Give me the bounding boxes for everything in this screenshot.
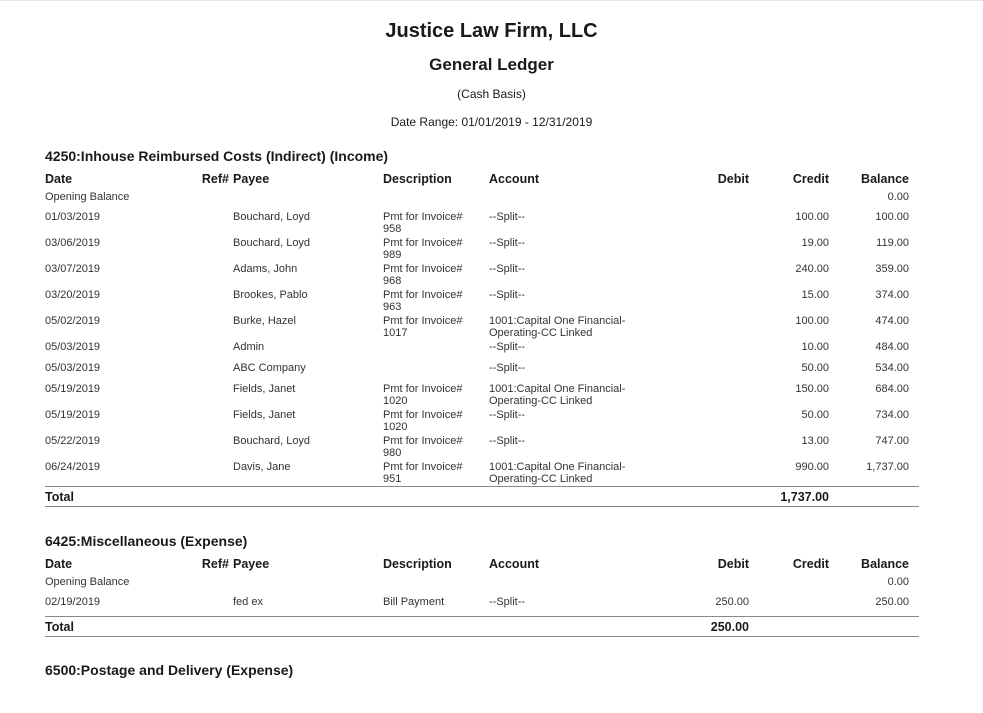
row-payee: Fields, Janet [233,409,296,421]
account-line-2: Operating-CC Linked [489,327,593,339]
row-account [489,595,649,616]
section-title: 4250:Inhouse Reimbursed Costs (Indirect) (Income) [45,148,389,164]
row-payee: Bouchard, Loyd [233,211,311,223]
opening-balance-value: 0.00 [887,576,909,588]
account-line-1: 1001:Capital One Financial- [489,383,626,395]
description-line-1: Pmt for Invoice# [383,237,463,249]
description-line-1: Pmt for Invoice# [383,289,463,301]
col-payee: Payee [233,557,270,571]
row-description [383,460,489,486]
row-account [489,288,649,314]
description-line-2: 1020 [383,421,408,433]
table-row [45,382,919,408]
opening-balance-label: Opening Balance [45,191,130,203]
row-debit [649,236,749,262]
col-date: Date [45,172,73,186]
description-line-1: Pmt for Invoice# [383,263,463,275]
description-line-1: Pmt for Invoice# [383,383,463,395]
column-header-row [45,168,919,190]
table-row [45,460,919,486]
col-credit: Credit [792,557,829,571]
column-header-row [45,553,919,575]
row-balance: 359.00 [875,263,909,275]
row-date: 05/19/2019 [45,409,101,421]
account-line-1: --Split-- [489,596,526,608]
row-ref [195,236,233,262]
row-credit: 15.00 [801,289,829,301]
ledger-section-misc [45,531,919,637]
firm-name: Justice Law Firm, LLC [385,20,598,42]
row-ref [195,288,233,314]
row-ref [195,314,233,340]
report-title: General Ledger [429,55,554,74]
row-credit: 50.00 [801,409,829,421]
account-line-1: 1001:Capital One Financial- [489,461,626,473]
col-date: Date [45,557,73,571]
row-debit [649,382,749,408]
row-description [383,262,489,288]
row-account [489,236,649,262]
row-payee: Fields, Janet [233,383,296,395]
account-line-1: --Split-- [489,289,526,301]
description-line-2: 1020 [383,395,408,407]
row-ref [195,595,233,616]
row-ref [195,361,233,382]
col-account: Account [489,557,539,571]
row-date: 01/03/2019 [45,211,101,223]
description-line-2: 951 [383,473,402,485]
opening-balance-label: Opening Balance [45,576,130,588]
row-description [383,434,489,460]
row-credit [749,595,829,616]
row-account [489,460,649,486]
table-row [45,361,919,382]
row-payee: Bouchard, Loyd [233,435,311,447]
row-debit [649,340,749,361]
row-credit: 10.00 [801,341,829,353]
row-account [489,210,649,236]
description-line-1: Bill Payment [383,596,445,608]
row-date: 03/06/2019 [45,237,101,249]
row-debit [649,460,749,486]
description-line-2: 968 [383,275,402,287]
description-line-2: 1017 [383,327,408,339]
row-ref [195,408,233,434]
ledger-rows [45,210,919,486]
row-ref [195,262,233,288]
col-description: Description [383,172,452,186]
description-line-2: 958 [383,223,402,235]
row-debit [649,408,749,434]
row-date: 03/20/2019 [45,289,101,301]
row-balance: 250.00 [875,596,909,608]
opening-balance-row [45,190,919,210]
description-line-1: Pmt for Invoice# [383,315,463,327]
col-ref: Ref# [201,557,229,571]
row-description [383,314,489,340]
row-debit [649,210,749,236]
top-border [0,0,983,1]
row-description [383,408,489,434]
table-row [45,288,919,314]
row-description [383,210,489,236]
row-credit: 100.00 [795,211,829,223]
table-row [45,408,919,434]
row-balance: 119.00 [876,237,909,249]
table-row [45,314,919,340]
account-line-1: --Split-- [489,409,526,421]
row-date: 05/22/2019 [45,435,101,447]
col-ref: Ref# [201,172,229,186]
row-balance: 484.00 [875,341,909,353]
row-description [383,236,489,262]
row-description [383,340,489,361]
total-row [45,486,919,507]
row-payee: Davis, Jane [233,461,291,473]
row-description [383,595,489,616]
row-credit: 150.00 [795,383,829,395]
description-line-2: 963 [383,301,402,313]
col-credit: Credit [792,172,829,186]
table-row [45,262,919,288]
col-debit: Debit [717,172,749,186]
row-ref [195,382,233,408]
report-basis: (Cash Basis) [457,87,526,101]
row-ref [195,460,233,486]
opening-balance-row [45,575,919,595]
row-payee: Admin [233,341,265,353]
row-date: 05/19/2019 [45,383,101,395]
row-date: 03/07/2019 [45,263,101,275]
row-payee: Brookes, Pablo [233,289,308,301]
row-credit: 13.00 [801,435,829,447]
description-line-2: 989 [383,249,402,261]
row-account [489,434,649,460]
row-balance: 100.00 [875,211,909,223]
row-payee: Burke, Hazel [233,315,296,327]
row-debit [649,314,749,340]
description-line-2: 980 [383,447,402,459]
date-range: Date Range: 01/01/2019 - 12/31/2019 [390,115,593,129]
row-account [489,262,649,288]
table-row [45,236,919,262]
total-label: Total [45,619,74,634]
row-balance: 684.00 [875,383,909,395]
row-balance: 374.00 [875,289,909,301]
total-row [45,616,919,637]
description-line-1: Pmt for Invoice# [383,461,463,473]
account-line-1: --Split-- [489,263,526,275]
col-description: Description [383,557,452,571]
row-balance: 747.00 [875,435,909,447]
row-balance: 474.00 [875,315,909,327]
account-line-2: Operating-CC Linked [489,395,593,407]
row-payee: ABC Company [233,362,306,374]
account-line-1: --Split-- [489,211,526,223]
table-row [45,210,919,236]
ledger-rows [45,595,919,616]
account-line-1: --Split-- [489,237,526,249]
row-debit [649,434,749,460]
ledger-section-income [45,146,919,507]
row-debit [649,361,749,382]
row-debit [649,288,749,314]
row-balance: 734.00 [875,409,909,421]
row-payee: fed ex [233,596,263,608]
row-credit: 990.00 [795,461,829,473]
row-date: 02/19/2019 [45,596,101,608]
row-debit [649,262,749,288]
row-balance: 534.00 [875,362,909,374]
row-description [383,361,489,382]
row-ref [195,210,233,236]
col-payee: Payee [233,172,270,186]
row-credit: 100.00 [795,315,829,327]
description-line-1: Pmt for Invoice# [383,211,463,223]
row-account [489,340,649,361]
total-credit: 1,737.00 [780,489,829,504]
row-account [489,314,649,340]
ledger-section-postage [45,660,919,682]
account-line-1: --Split-- [489,341,526,353]
row-payee: Bouchard, Loyd [233,237,311,249]
col-debit: Debit [717,557,749,571]
description-line-1: Pmt for Invoice# [383,435,463,447]
row-balance: 1,737.00 [866,461,909,473]
row-description [383,288,489,314]
total-debit: 250.00 [710,619,749,634]
row-credit: 19.00 [801,237,829,249]
account-line-1: --Split-- [489,435,526,447]
table-row [45,595,919,616]
col-balance: Balance [861,557,909,571]
row-payee: Adams, John [233,263,298,275]
account-line-2: Operating-CC Linked [489,473,593,485]
row-account [489,361,649,382]
row-credit: 50.00 [801,362,829,374]
row-date: 05/03/2019 [45,341,101,353]
section-title: 6500:Postage and Delivery (Expense) [45,662,294,678]
row-credit: 240.00 [795,263,829,275]
row-account [489,408,649,434]
account-line-1: --Split-- [489,362,526,374]
total-label: Total [45,489,74,504]
opening-balance-value: 0.00 [887,191,909,203]
row-debit: 250.00 [715,596,749,608]
row-account [489,382,649,408]
row-ref [195,340,233,361]
row-description [383,382,489,408]
description-line-1: Pmt for Invoice# [383,409,463,421]
col-balance: Balance [861,172,909,186]
table-row [45,340,919,361]
section-title: 6425:Miscellaneous (Expense) [45,533,248,549]
table-row [45,434,919,460]
row-ref [195,434,233,460]
row-date: 05/03/2019 [45,362,101,374]
row-date: 05/02/2019 [45,315,101,327]
row-date: 06/24/2019 [45,461,101,473]
account-line-1: 1001:Capital One Financial- [489,315,626,327]
col-account: Account [489,172,539,186]
